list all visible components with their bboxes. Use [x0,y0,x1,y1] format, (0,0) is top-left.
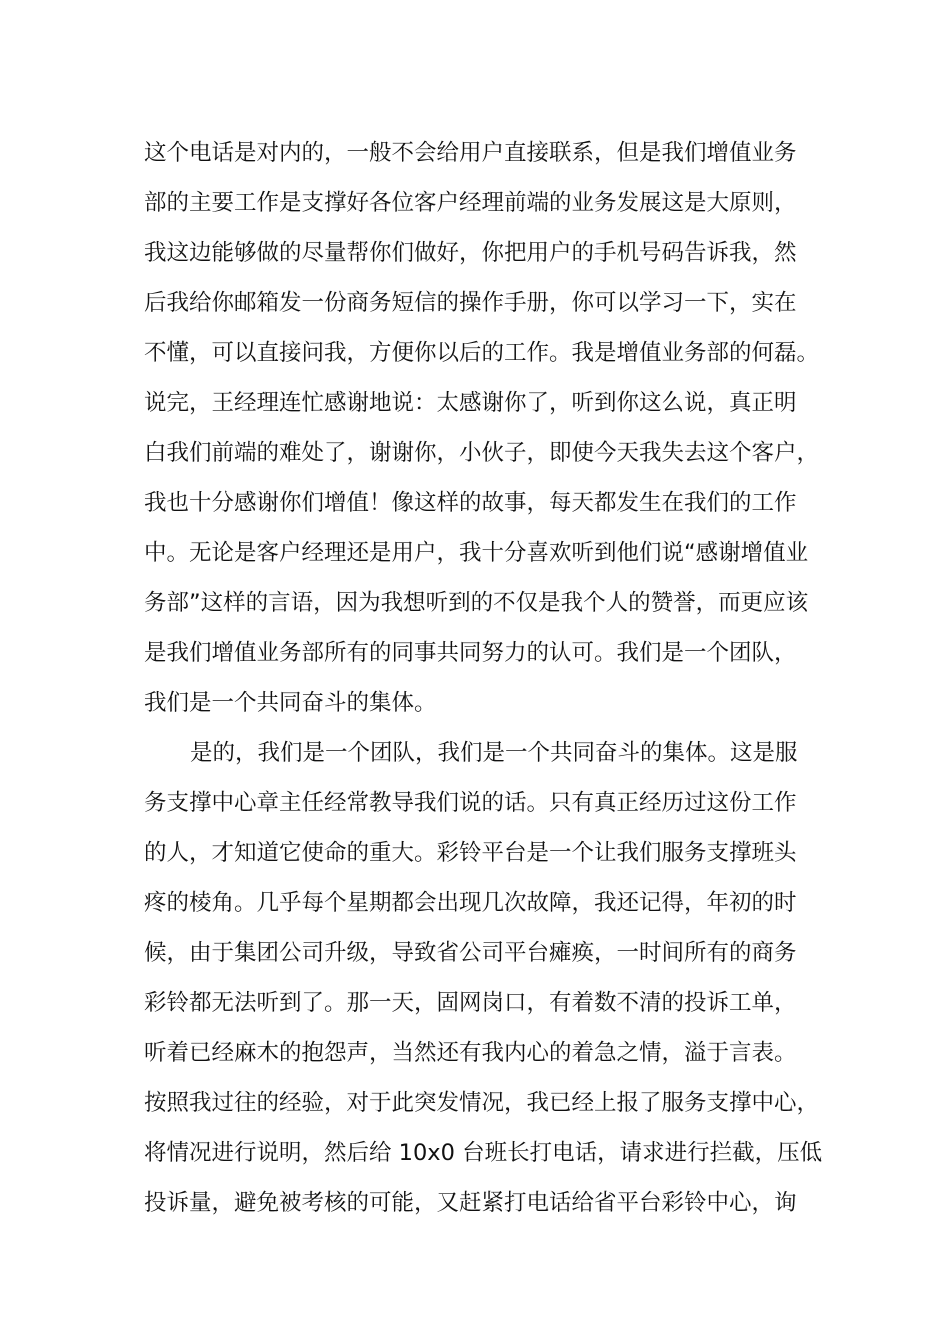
text-line-8: 我也十分感谢你们增值！像这样的故事，每天都发生在我们的工作 [144,490,797,516]
text-line-7: 白我们前端的难处了，谢谢你，小伙子，即使今天我失去这个客户， [144,440,820,466]
text-line-11: 是我们增值业务部所有的同事共同努力的认可。我们是一个团队， [144,640,797,666]
text-line-9: 中。无论是客户经理还是用户，我十分喜欢听到他们说“感谢增值业 [144,540,809,566]
text-line-10: 务部”这样的言语，因为我想听到的不仅是我个人的赞誉，而更应该 [144,590,809,616]
text-line-5: 不懂，可以直接问我，方便你以后的工作。我是增值业务部的何磊。 [144,340,820,366]
text-line-19: 听着已经麻木的抱怨声，当然还有我内心的着急之情，溢于言表。 [144,1040,797,1066]
text-line-2: 部的主要工作是支撑好各位客户经理前端的业务发展这是大原则， [144,190,797,216]
text-line-21: 将情况进行说明，然后给 10x0 台班长打电话，请求进行拦截，压低 [144,1140,823,1166]
text-line-4: 后我给你邮箱发一份商务短信的操作手册，你可以学习一下，实在 [144,290,797,316]
text-line-20: 按照我过往的经验，对于此突发情况，我已经上报了服务支撑中心， [144,1090,820,1116]
text-line-18: 彩铃都无法听到了。那一天，固网岗口，有着数不清的投诉工单， [144,990,797,1016]
text-line-16: 疼的棱角。几乎每个星期都会出现几次故障，我还记得，年初的时 [144,890,797,916]
text-line-6: 说完，王经理连忙感谢地说：太感谢你了，听到你这么说，真正明 [144,390,797,416]
text-line-17: 候，由于集团公司升级，导致省公司平台瘫痪，一时间所有的商务 [144,940,797,966]
text-line-22: 投诉量，避免被考核的可能，又赶紧打电话给省平台彩铃中心，询 [144,1190,797,1216]
text-line-14: 务支撑中心章主任经常教导我们说的话。只有真正经历过这份工作 [144,790,797,816]
text-line-15: 的人，才知道它使命的重大。彩铃平台是一个让我们服务支撑班头 [144,840,797,866]
body-text [144,128,844,1228]
text-line-3: 我这边能够做的尽量帮你们做好，你把用户的手机号码告诉我，然 [144,240,797,266]
text-line-13: 是的，我们是一个团队，我们是一个共同奋斗的集体。这是服 [190,740,798,766]
text-line-12: 我们是一个共同奋斗的集体。 [144,690,437,716]
text-line-1: 这个电话是对内的，一般不会给用户直接联系，但是我们增值业务 [144,140,797,166]
